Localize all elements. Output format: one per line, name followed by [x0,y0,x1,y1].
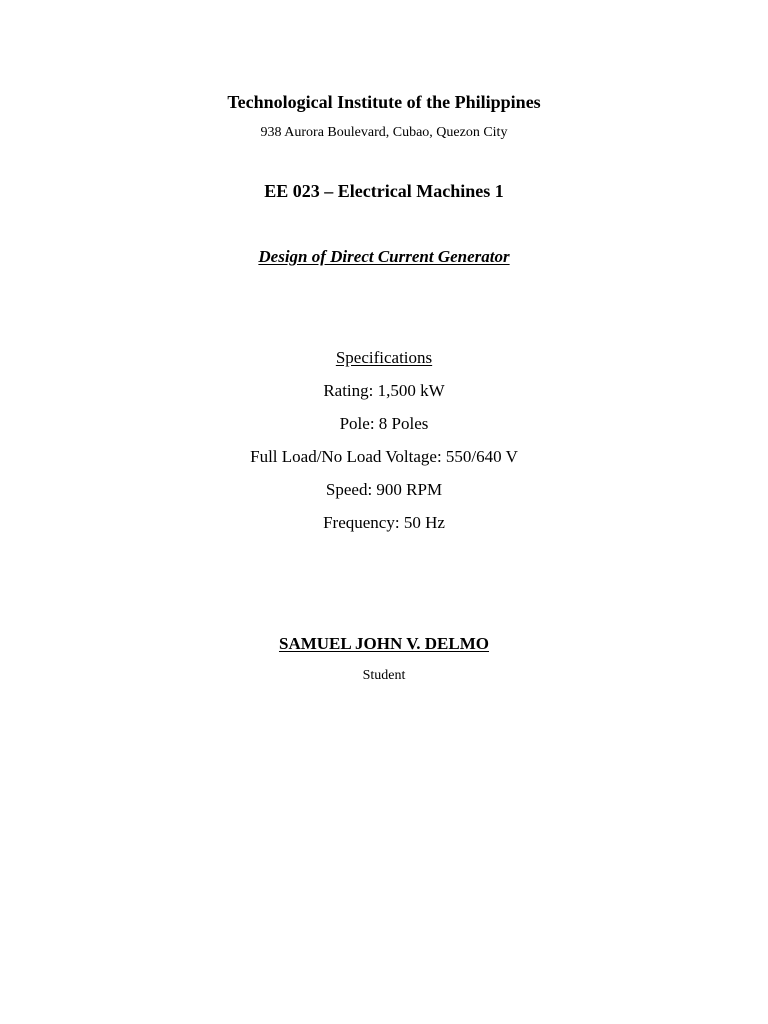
institution-address: 938 Aurora Boulevard, Cubao, Quezon City [260,125,508,140]
specifications-heading: Specifications [335,348,433,367]
course-title: EE 023 – Electrical Machines 1 [264,181,504,201]
author-name: SAMUEL JOHN V. DELMO [278,634,490,653]
spec-poles: Pole: 8 Poles [339,414,429,433]
spec-frequency: Frequency: 50 Hz [323,513,445,532]
spec-speed: Speed: 900 RPM [325,480,443,499]
spec-rating: Rating: 1,500 kW [323,381,445,400]
author-role: Student [362,668,406,683]
institution-name: Technological Institute of the Philippines [227,92,541,112]
project-title: Design of Direct Current Generator [258,247,510,266]
spec-voltage: Full Load/No Load Voltage: 550/640 V [250,447,518,466]
